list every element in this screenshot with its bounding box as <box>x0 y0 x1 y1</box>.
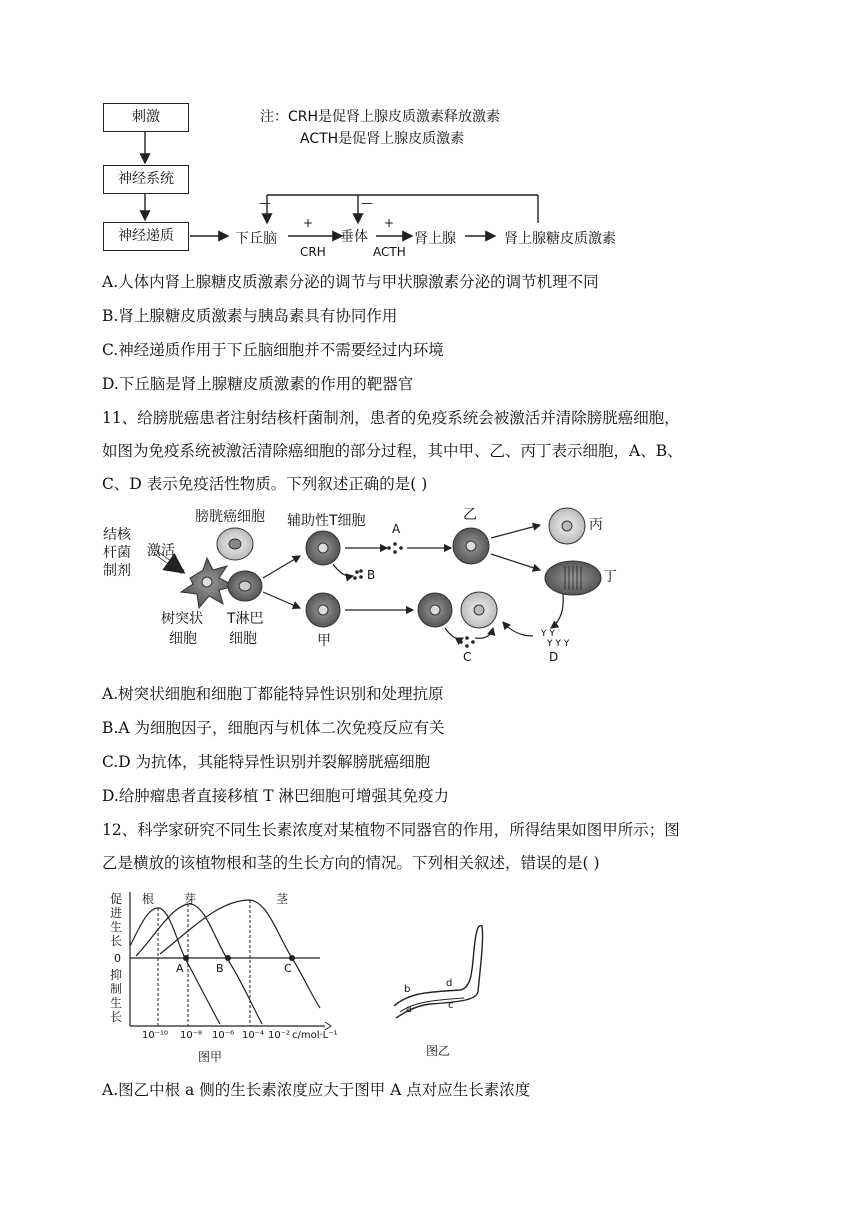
fig-yi: 乙 <box>463 507 477 523</box>
flow-cortisol: 肾上腺糖皮质激素 <box>504 231 616 247</box>
q12-stem-line-1: 12、科学家研究不同生长素浓度对某植物不同器官的作用，所得结果如图甲所示；图 <box>102 821 680 839</box>
svg-text:Y Y Y: Y Y Y <box>547 639 570 649</box>
fig-bing: 丙 <box>589 517 603 533</box>
chart-point-b: B <box>216 962 224 975</box>
flow-box-nervous-system: 神经系统 <box>103 165 189 194</box>
fig-t-1: T淋巴 <box>227 611 264 627</box>
plant-side-b: b <box>404 984 411 995</box>
q11-stem-line-2: 如图为免疫系统被激活清除癌细胞的部分过程，其中甲、乙、丙丁表示细胞，A、B、 <box>102 442 683 460</box>
fig-label-a: A <box>392 522 401 536</box>
flow-plus-2: + <box>384 216 395 230</box>
plant-side-d: d <box>446 978 453 989</box>
chart-tick-1: 10⁻¹⁰ <box>142 1030 169 1041</box>
flow-adrenal: 肾上腺 <box>414 231 456 247</box>
flow-pituitary: 垂体 <box>340 229 368 245</box>
chart-zero: 0 <box>114 952 121 965</box>
q11-option-a: A.树突状细胞和细胞丁都能特异性识别和处理抗原 <box>102 685 444 703</box>
q11-option-c: C.D 为抗体，其能特异性识别并裂解膀胱癌细胞 <box>102 753 431 771</box>
fig-dc-2: 细胞 <box>169 631 197 647</box>
flow-box-neurotransmitter: 神经递质 <box>103 222 189 251</box>
flow-acth-label: ACTH <box>373 245 406 259</box>
q12-stem-line-2: 乙是横放的该植物根和茎的生长方向的情况。下列相关叙述，错误的是( ) <box>102 854 600 872</box>
fig-jia: 甲 <box>317 633 331 649</box>
q11-stem-line-1: 11、给膀胱癌患者注射结核杆菌制剂，患者的免疫系统会被激活并清除膀胱癌细胞， <box>102 409 680 427</box>
fig-label-d: D <box>549 650 559 664</box>
q11-option-d: D.给肿瘤患者直接移植 T 淋巴细胞可增强其免疫力 <box>102 787 449 805</box>
chart-bud-label: 芽 <box>184 892 197 906</box>
q10-option-c: C.神经递质作用于下丘脑细胞并不需要经过内环境 <box>102 341 444 359</box>
chart-tick-5: 10⁻² <box>268 1030 291 1041</box>
q10-option-a: A.人体内肾上腺糖皮质激素分泌的调节与甲状腺激素分泌的调节机理不同 <box>102 273 599 291</box>
flow-note-2: ACTH是促肾上腺皮质激素 <box>300 131 465 147</box>
chart-tick-2: 10⁻⁸ <box>180 1030 203 1041</box>
chart-root-label: 根 <box>142 892 155 906</box>
fig-label-c: C <box>463 650 472 664</box>
chart-xunit: c/mol·L⁻¹ <box>292 1030 338 1041</box>
chart-stem-label: 茎 <box>276 892 289 906</box>
chart-tick-4: 10⁻⁴ <box>242 1030 265 1041</box>
flow-minus-1: — <box>259 196 271 210</box>
plant-side-a: a <box>406 1004 413 1015</box>
flow-box-stimulus: 刺激 <box>103 103 189 132</box>
fig-cancer-label: 膀胱癌细胞 <box>195 509 265 525</box>
fig-tb-3: 制剂 <box>103 563 131 579</box>
chart-ylabel-top: 促 进 生 长 <box>110 892 123 948</box>
fig-t-2: 细胞 <box>229 631 257 647</box>
flow-note-1: 注：CRH是促肾上腺皮质激素释放激素 <box>260 109 501 125</box>
chart-ylabel-bottom: 抑 制 生 长 <box>110 968 123 1024</box>
auxin-chart <box>100 886 350 1066</box>
q12-option-a: A.图乙中根 a 侧的生长素浓度应大于图甲 A 点对应生长素浓度 <box>102 1081 531 1099</box>
chart-caption-a: 图甲 <box>198 1050 223 1064</box>
fig-activate: 激活 <box>147 543 175 559</box>
fig-ding: 丁 <box>603 569 617 585</box>
svg-text:Y Y: Y Y <box>541 629 555 639</box>
chart-point-a: A <box>176 962 184 975</box>
q10-option-b: B.肾上腺糖皮质激素与胰岛素具有协同作用 <box>102 307 398 325</box>
plant-caption: 图乙 <box>426 1044 451 1058</box>
flow-plus-1: + <box>303 216 314 230</box>
flow-hypothalamus: 下丘脑 <box>235 231 277 247</box>
fig-tb-1: 结核 <box>103 527 131 543</box>
fig-label-b: B <box>367 568 376 582</box>
fig-helper-label: 辅助性T细胞 <box>287 513 366 529</box>
plant-figure <box>390 920 510 1065</box>
plant-side-c: c <box>448 1000 454 1011</box>
flow-crh-label: CRH <box>300 245 326 259</box>
q11-stem-line-3: C、D 表示免疫活性物质。下列叙述正确的是( ) <box>102 475 428 493</box>
flow-minus-2: — <box>361 196 373 210</box>
q11-option-b: B.A 为细胞因子，细胞丙与机体二次免疫反应有关 <box>102 719 445 737</box>
chart-tick-3: 10⁻⁶ <box>212 1030 235 1041</box>
chart-point-c: C <box>284 962 292 975</box>
fig-tb-2: 杆菌 <box>103 545 131 561</box>
q10-option-d: D.下丘脑是肾上腺糖皮质激素的作用的靶器官 <box>102 375 414 393</box>
immune-figure <box>95 500 625 670</box>
fig-dc-1: 树突状 <box>161 611 203 627</box>
